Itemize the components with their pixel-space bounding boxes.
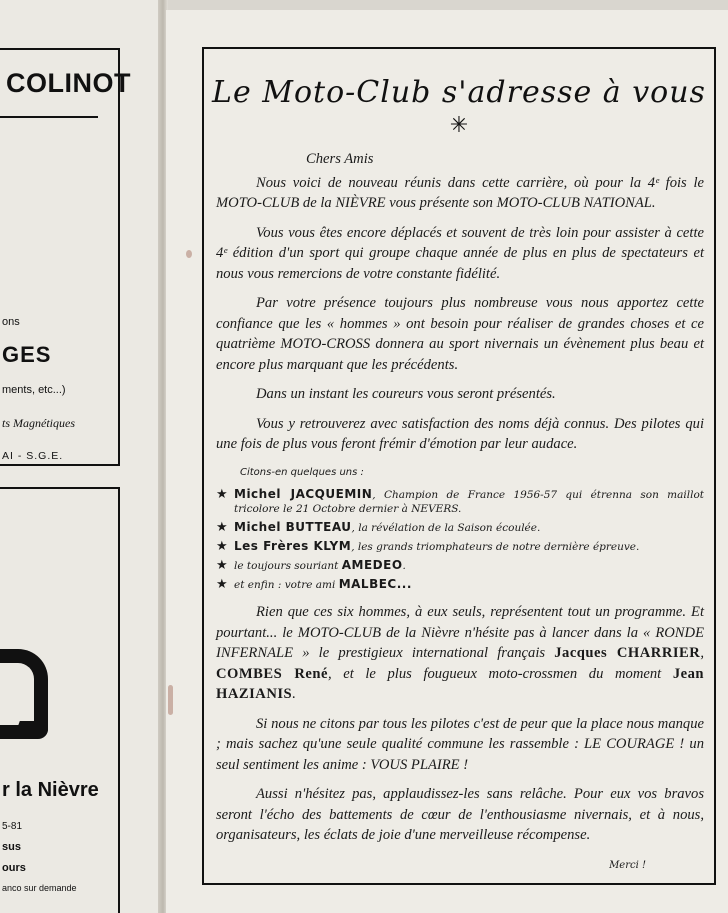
- paragraph: Aussi n'hésitez pas, applaudissez-les sans relâche. Pour eux vos bravos seront l'écho des battements de cœur de l'enthousiasme nivernais, et à nous, organisateurs, les éclats de joie d'une merveilleuse récompense.: [216, 786, 704, 843]
- logo-tail: [16, 721, 46, 731]
- advert-nievre: [0, 487, 120, 913]
- paragraph-text: .: [292, 686, 296, 702]
- star-icon: ★: [216, 486, 228, 501]
- riders-intro: Citons-en quelques uns :: [240, 466, 364, 478]
- pilot-name: COMBES René: [216, 665, 328, 682]
- rider-name: Michel BUTTEAU: [234, 520, 352, 534]
- rider-prefix: et enfin : votre ami: [234, 579, 339, 591]
- asterism-icon: ✳: [449, 113, 469, 138]
- advert-text: ons: [2, 316, 20, 328]
- advert-text: r la Nièvre: [2, 779, 99, 801]
- rider-item: [216, 487, 704, 516]
- paragraph: Vous vous êtes encore déplacés et souvent de très loin pour assister à cette 4ᵉ édition d'un sport qui groupe chaque année de plus en plus de spectateurs et nous vous remercions de votre constante fidélité.: [216, 224, 704, 282]
- paragraph: Par votre présence toujours plus nombreuse vous nous apportez cette confiance que les « hommes » ont besoin pour réaliser de grandes choses et ce quatrième MOTO-CROSS donnera au sport nivernais un évènement plus beau et encore plus marquant que les précédents.: [216, 295, 704, 373]
- rider-name: Les Frères KLYM: [234, 539, 352, 553]
- rider-name: MALBEC...: [338, 577, 412, 591]
- paragraph: [216, 602, 704, 705]
- divider: [0, 116, 98, 118]
- pilot-name: Jacques CHARRIER: [554, 645, 701, 661]
- star-icon: ★: [216, 519, 228, 534]
- star-icon: ★: [216, 538, 228, 553]
- rider-desc: .: [402, 560, 406, 572]
- separator-text: ,: [700, 645, 704, 661]
- advert-text: anco sur demande: [2, 883, 77, 893]
- paragraph: Nous voici de nouveau réunis dans cette carrière, où pour la 4ᵉ fois le MOTO-CLUB de la NIÈVRE vous présente son MOTO-CLUB NATIONAL.: [216, 174, 704, 211]
- paragraph: Vous y retrouverez avec satisfaction des noms déjà connus. Des pilotes qui une fois de plus vous feront frémir d'émotion par leur audace.: [216, 415, 704, 452]
- advert-name: COLINOT: [6, 68, 131, 98]
- advert-text: ts Magnétiques: [2, 416, 75, 430]
- paragraph-text: Rien que ces six hommes, à eux seuls, représentent tout un programme. Et pourtant... le MOTO-CLUB de la Nièvre n'hésite pas à lancer dans la « RONDE INFERNALE » le prestigieux international français: [216, 604, 704, 661]
- article-title: Le Moto-Club s'adresse à vous: [212, 75, 706, 110]
- left-page: [0, 0, 160, 913]
- paragraph: Si nous ne citons par tous les pilotes c'est de peur que la place nous manque ; mais sachez qu'une seule qualité commune les rassemble : LE COURAGE ! un seul sentiment les anime : VOUS PLAIRE !: [216, 715, 704, 773]
- rider-name: AMEDEO: [341, 558, 403, 572]
- closing-signature: Merci !: [609, 860, 646, 871]
- star-icon: ★: [216, 576, 228, 591]
- article-frame: [202, 47, 716, 885]
- advert-text: GES: [2, 342, 52, 367]
- rider-item: [216, 558, 704, 573]
- rider-item: [216, 577, 704, 592]
- paragraph-text: , et le plus fougueux moto-crossmen du moment: [327, 665, 673, 682]
- advert-footer: AI - S.G.E.: [2, 450, 64, 462]
- rider-desc: , les grands triomphateurs de notre dernière épreuve.: [351, 541, 640, 553]
- rider-item: [216, 520, 704, 535]
- paragraph: Dans un instant les coureurs vous seront présentés.: [256, 386, 556, 402]
- advert-text: ments, etc...): [2, 384, 66, 396]
- advert-text: sus: [2, 841, 21, 853]
- rider-desc: , la révélation de la Saison écoulée.: [351, 522, 541, 534]
- paper-stain: [186, 250, 192, 258]
- article-body: [216, 149, 704, 855]
- advert-phone: 5-81: [2, 821, 23, 832]
- star-icon: ★: [216, 557, 228, 572]
- greeting: Chers Amis: [306, 151, 374, 167]
- rider-desc: , Champion de France 1956-57 qui étrenna son maillot tricolore le 21 Octobre dernier à NEVERS.: [234, 489, 704, 515]
- pilot-name: Jean HAZIANIS: [216, 665, 704, 702]
- rider-name: Michel JACQUEMIN: [234, 487, 373, 501]
- rider-prefix: le toujours souriant: [234, 560, 342, 572]
- advert-text: ours: [2, 862, 26, 874]
- rider-item: [216, 539, 704, 554]
- paper-stain: [168, 685, 173, 715]
- advert-colinot: [0, 48, 131, 466]
